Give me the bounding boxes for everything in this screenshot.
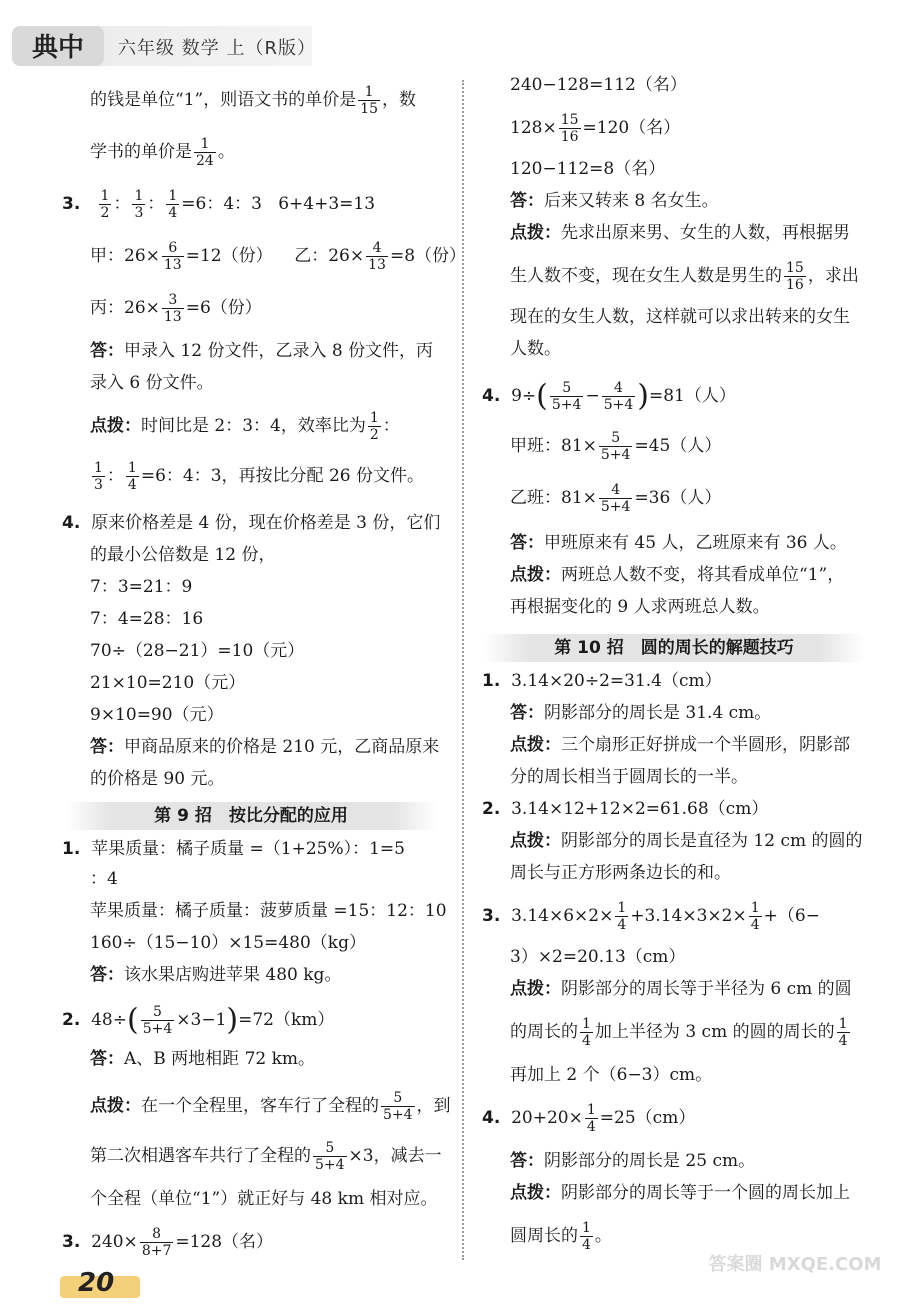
s9q1-line-2: ：4 [90, 869, 118, 889]
s10q3-tip-cont-2: 再加上 2 个（6−3）cm。 [510, 1065, 713, 1085]
s10q1-tip: 点拨：三个扇形正好拼成一个半圆形，阴影部 [510, 735, 850, 755]
q4-line-6: 21×10=210（元） [90, 673, 246, 693]
s10q3-line-2: 3）×2=20.13（cm） [510, 947, 686, 967]
s10q4-answer: 答：阴影部分的周长是 25 cm。 [510, 1151, 756, 1171]
q3-jia-line: 甲：26× $\frac{6}{13}$ =12（份） 乙：26× $\frac{4}{13}$ =8（份） [90, 240, 467, 273]
q3-tip-cont: $\frac{1}{3}$ ： $\frac{1}{4}$ =6：4：3，再按比分配 26 份文件。 [94, 460, 424, 493]
s9q1-line-4: 160÷（15−10）×15=480（kg） [90, 933, 366, 953]
s9q1-line-1: 1. 苹果质量：橘子质量 =（1+25%）：1=5 [62, 839, 405, 859]
rq4-line-1: 4. 9÷( $\frac{5}{5+4}$ − $\frac{4}{5+4}$ )=81（人） [482, 378, 736, 414]
s10q4-line: 4. 20+20× $\frac{1}{4}$ =25（cm） [482, 1102, 696, 1135]
s10q1-line: 1. 3.14×20÷2=31.4（cm） [482, 671, 722, 691]
section-9-heading: 第 9 招 按比分配的应用 [66, 802, 436, 830]
s10q1-answer: 答：阴影部分的周长是 31.4 cm。 [510, 703, 772, 723]
s10q1-tip-cont: 分的周长相当于圆周长的一半。 [510, 767, 748, 787]
right-tip-cont-3: 人数。 [510, 339, 561, 359]
q4-line-2: 的最小公倍数是 12 份， [90, 545, 276, 565]
right-tip-cont: 生人数不变，现在女生人数是男生的 $\frac{15}{16}$ ，求出 [510, 260, 859, 293]
right-line-2: 128× $\frac{15}{16}$ =120（名） [510, 112, 681, 145]
s9q2-tip-cont-2: 个全程（单位“1”）就正好与 48 km 相对应。 [90, 1189, 438, 1209]
page-number: 20 [78, 1268, 115, 1298]
s10q3-tip: 点拨：阴影部分的周长等于半径为 6 cm 的圆 [510, 979, 852, 999]
q4-answer-cont: 的价格是 90 元。 [90, 769, 225, 789]
q4-line-7: 9×10=90（元） [90, 705, 224, 725]
right-line-1: 240−128=112（名） [510, 75, 687, 95]
s10q2-tip: 点拨：阴影部分的周长是直径为 12 cm 的圆的 [510, 831, 863, 851]
q4-line-3: 7：3=21：9 [90, 577, 193, 597]
left-line-1: 的钱是单位“1”，则语文书的单价是 $\frac{1}{15}$ ，数 [90, 84, 417, 117]
q3-bing-line: 丙：26× $\frac{3}{13}$ =6（份） [90, 292, 262, 325]
rq4-yi: 乙班：81× $\frac{4}{5+4}$ =36（人） [510, 482, 722, 515]
q4-line-4: 7：4=28：16 [90, 609, 204, 629]
q4-line-5: 70÷（28−21）=10（元） [90, 641, 305, 661]
s9q2-tip: 点拨：在一个全程里，客车行了全程的 $\frac{5}{5+4}$ ，到 [90, 1090, 451, 1123]
right-tip: 点拨：先求出原来男、女生的人数，再根据男 [510, 223, 850, 243]
s9q1-answer: 答：该水果店购进苹果 480 kg。 [90, 965, 342, 985]
s10q2-tip-cont: 周长与正方形两条边长的和。 [510, 863, 731, 883]
q3-answer-cont: 录入 6 份文件。 [90, 373, 214, 393]
rq4-jia: 甲班：81× $\frac{5}{5+4}$ =45（人） [510, 430, 722, 463]
section-10-heading: 第 10 招 圆的周长的解题技巧 [484, 634, 864, 662]
s9q1-line-3: 苹果质量：橘子质量：菠萝质量 =15：12：10 [90, 901, 447, 921]
s10q3-tip-cont: 的周长的 $\frac{1}{4}$ 加上半径为 3 cm 的圆的周长的 $\frac{1}{4}$ [510, 1016, 848, 1049]
s9q2-line-1: 2. 48÷( $\frac{5}{5+4}$ ×3−1)=72（km） [62, 1002, 335, 1038]
right-answer: 答：后来又转来 8 名女生。 [510, 191, 719, 211]
book-title: 六年级 数学 上（R版） [118, 38, 316, 59]
s9q2-answer: 答：A、B 两地相距 72 km。 [90, 1049, 316, 1069]
right-tip-cont-2: 现在的女生人数，这样就可以求出转来的女生 [510, 307, 850, 327]
left-line-2: 学书的单价是 $\frac{1}{24}$ 。 [90, 136, 235, 169]
s10q4-tip: 点拨：阴影部分的周长等于一个圆的周长加上 [510, 1183, 850, 1203]
right-line-3: 120−112=8（名） [510, 159, 666, 179]
watermark-text: 答案圈 MXQE.COM [708, 1254, 882, 1275]
q4-answer: 答：甲商品原来的价格是 210 元，乙商品原来 [90, 737, 440, 757]
rq4-tip-cont: 再根据变化的 9 人求两班总人数。 [510, 597, 770, 617]
q3-answer: 答：甲录入 12 份文件，乙录入 8 份文件，丙 [90, 341, 434, 361]
watermark-logo [700, 1230, 890, 1310]
brand-logo [8, 22, 108, 70]
s10q2-line: 2. 3.14×12+12×2=61.68（cm） [482, 799, 769, 819]
q3-tip: 点拨：时间比是 2：3：4，效率比为 $\frac{1}{2}$ ： [90, 410, 400, 443]
rq4-tip: 点拨：两班总人数不变，将其看成单位“1”， [510, 565, 845, 585]
s10q4-tip-cont: 圆周长的 $\frac{1}{4}$ 。 [510, 1220, 612, 1253]
rq4-answer: 答：甲班原来有 45 人，乙班原来有 36 人。 [510, 533, 847, 553]
q4-line-1: 4. 原来价格差是 4 份，现在价格差是 3 份，它们 [62, 513, 441, 533]
q3-ratio-line: 3. $\frac{1}{2}$ ： $\frac{1}{3}$ ： $\frac{1}{4}$ =6：4：3 6+4+3=13 [62, 188, 376, 221]
s9q3-line-1: 3. 240× $\frac{8}{8+7}$ =128（名） [62, 1226, 274, 1259]
s10q3-line-1: 3. 3.14×6×2× $\frac{1}{4}$ +3.14×3×2× $\frac{1}{4}$ +（6− [482, 900, 820, 933]
page-header [0, 22, 320, 74]
s9q2-tip-cont: 第二次相遇客车共行了全程的 $\frac{5}{5+4}$ ×3，减去一 [90, 1140, 442, 1173]
logo-text: 典中 [31, 33, 85, 63]
